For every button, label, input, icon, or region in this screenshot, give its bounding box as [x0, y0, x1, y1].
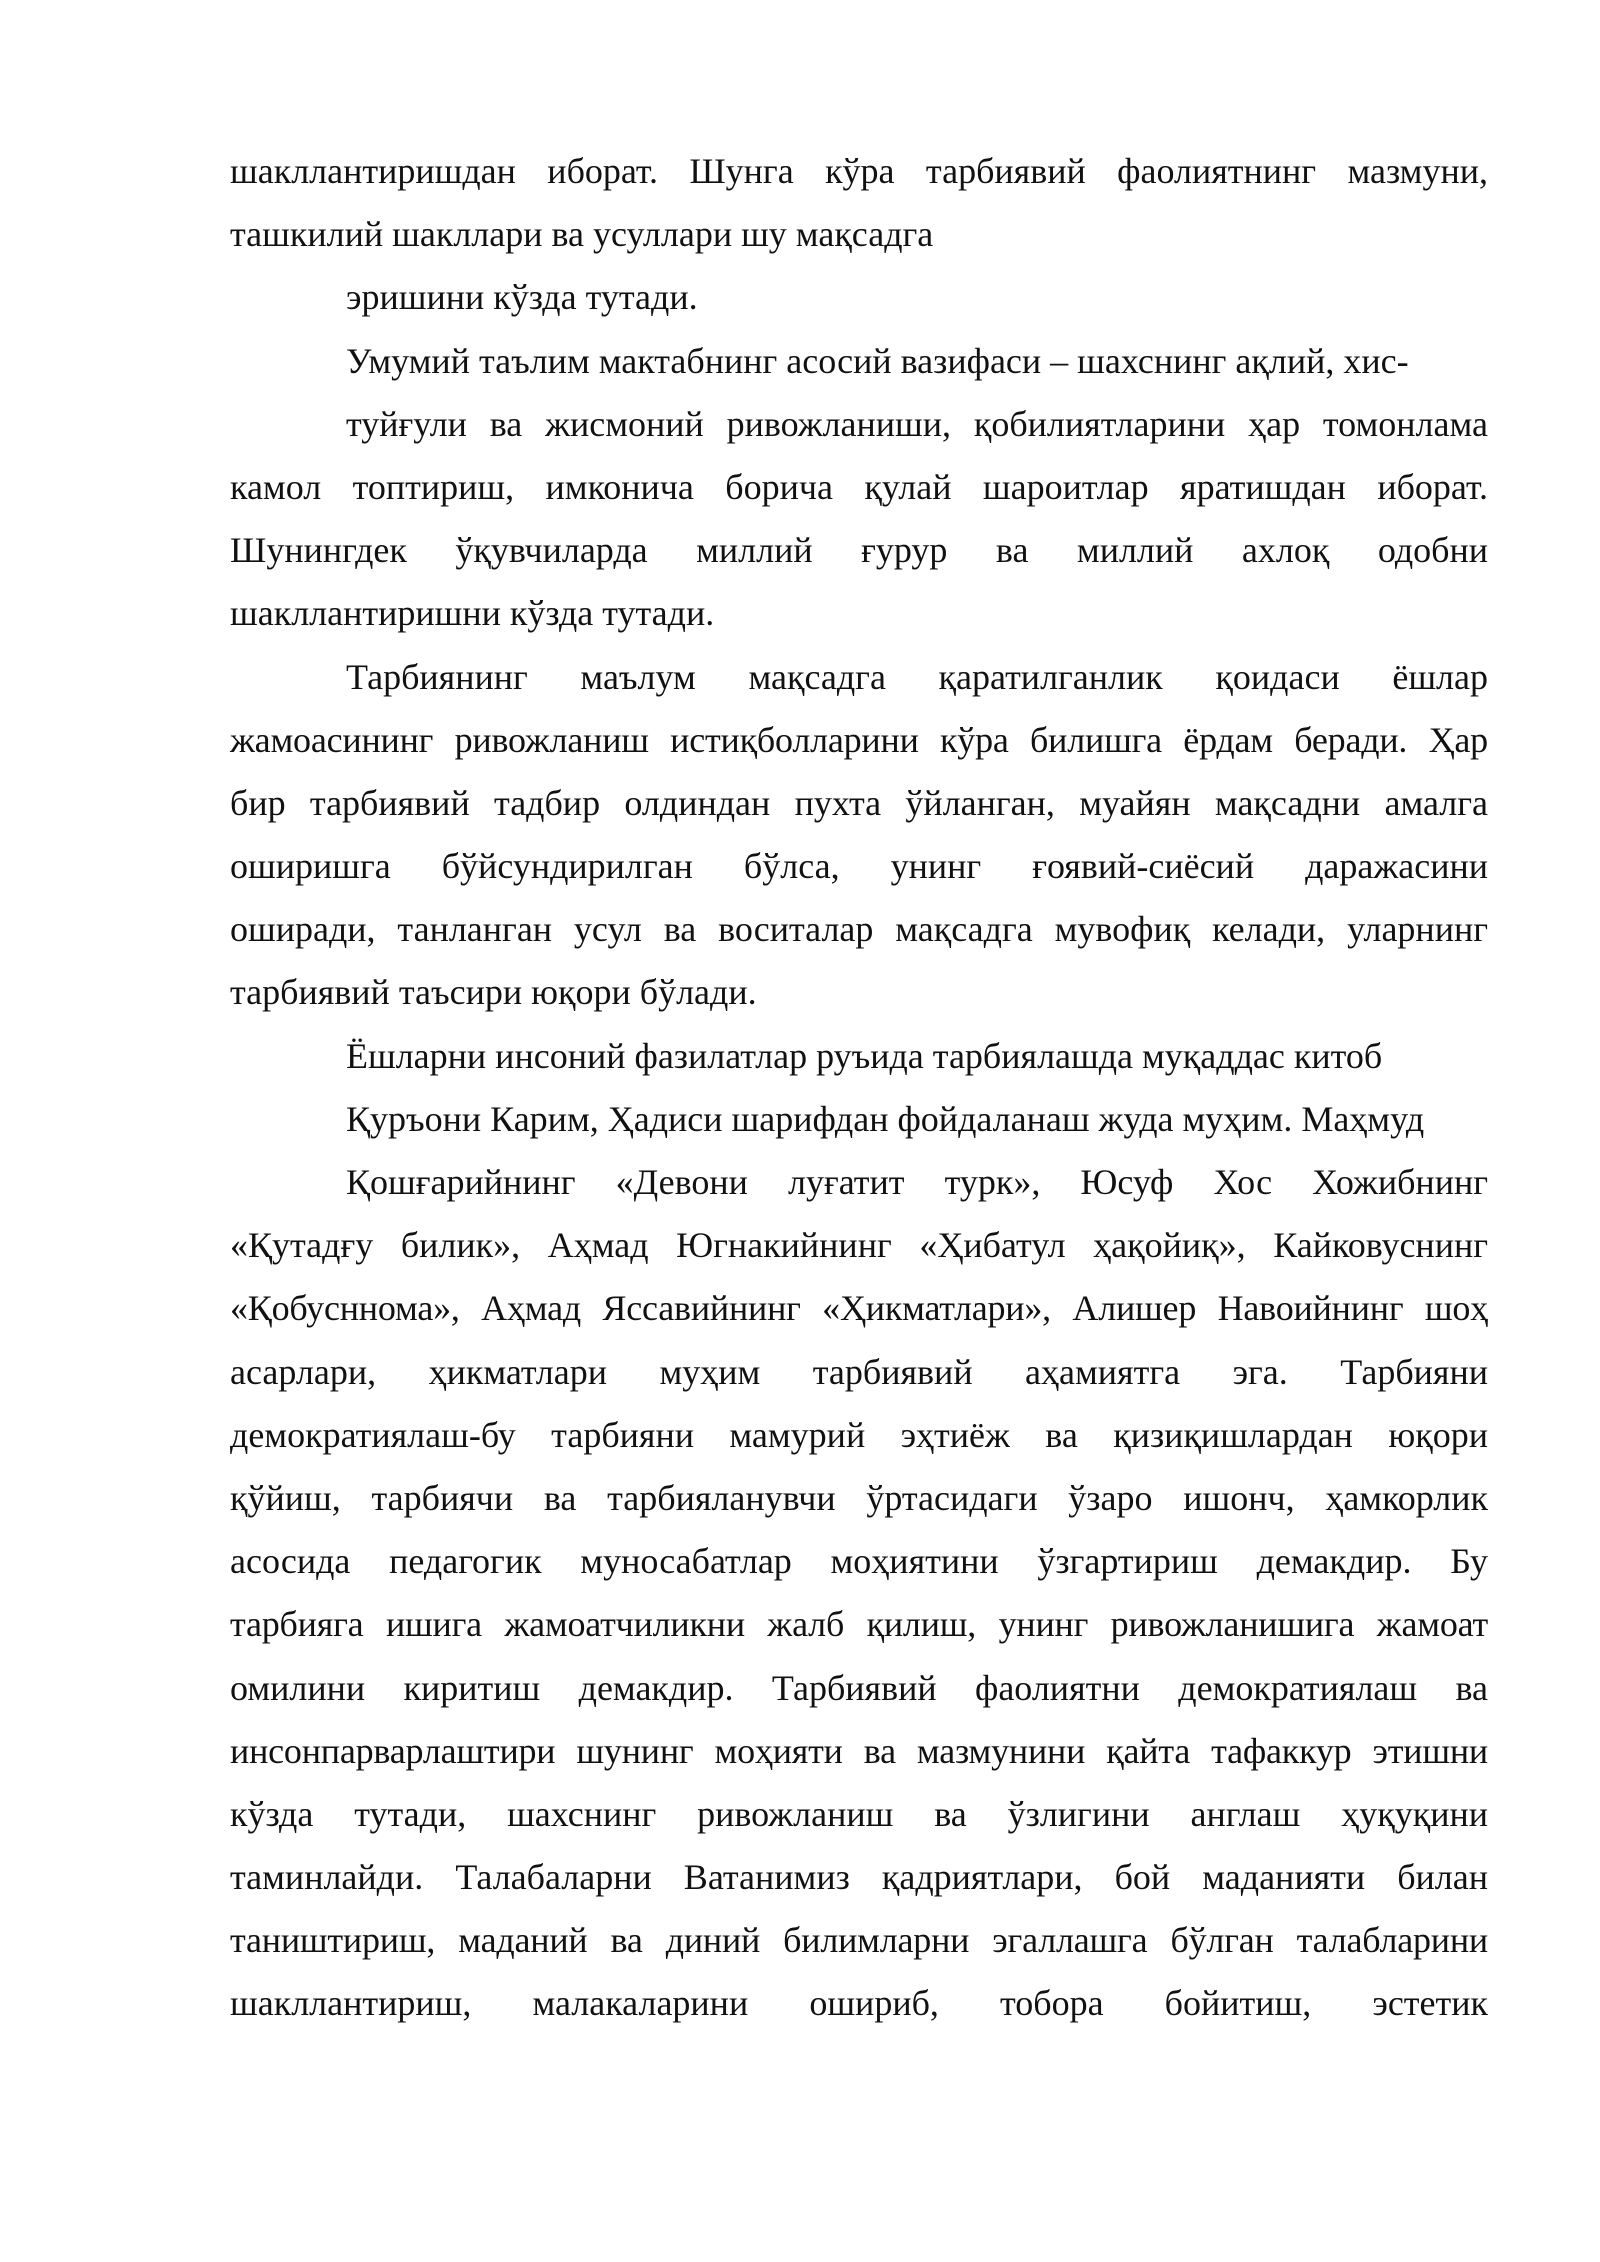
text-line: Шунингдек ўқувчиларда миллий ғурур ва миллий ахлоқ одобни — [230, 530, 1488, 571]
text-line: таминлайди. Талабаларни Ватанимиз қадриятлари, бой маданияти билан — [230, 1857, 1488, 1898]
text-line: туйғули ва жисмоний ривожланиши, қобилиятларини ҳар томонлама — [346, 403, 1488, 444]
text-line: Умумий таълим мактабнинг асосий вазифаси – шахснинг ақлий, хис- — [346, 340, 1409, 381]
text-line: шакллантириш, малакаларини ошириб, тобора бойитиш, эстетик — [230, 1983, 1488, 2024]
text-line: шакллантиришни кўзда тутади. — [230, 593, 715, 634]
text-line: ташкилий шакллари ва усуллари шу мақсадга — [230, 214, 934, 255]
text-line: асосида педагогик муносабатлар моҳиятини ўзгартириш демакдир. Бу — [230, 1541, 1488, 1582]
text-line: Ёшларни инсоний фазилатлар руъида тарбиялашда муқаддас китоб — [346, 1035, 1383, 1076]
text-line: оширишга бўйсундирилган бўлса, унинг ғоявий-сиёсий даражасини — [230, 846, 1488, 887]
text-line: таништириш, маданий ва диний билимларни эгаллашга бўлган талабларини — [230, 1920, 1488, 1961]
text-line: қўйиш, тарбиячи ва тарбияланувчи ўртасидаги ўзаро ишонч, ҳамкорлик — [230, 1477, 1488, 1518]
text-line: шакллантиришдан иборат. Шунга кўра тарбиявий фаолиятнинг мазмуни, — [230, 151, 1488, 191]
text-line: кўзда тутади, шахснинг ривожланиш ва ўзлигини англаш ҳуқуқини — [230, 1793, 1488, 1834]
text-line: Тарбиянинг маълум мақсадга қаратилганлик қоидаси ёшлар — [346, 656, 1488, 697]
text-line: инсонпарварлаштири шунинг моҳияти ва мазмунини қайта тафаккур этишни — [230, 1730, 1488, 1771]
text-line: асарлари, ҳикматлари муҳим тарбиявий аҳамиятга эга. Тарбияни — [230, 1351, 1488, 1392]
text-line: тарбиявий таъсири юқори бўлади. — [230, 972, 757, 1013]
text-line: жамоасининг ривожланиш истиқболларини кўра билишга ёрдам беради. Ҳар — [230, 719, 1488, 760]
text-line: омилини киритиш демакдир. Тарбиявий фаолиятни демократиялаш ва — [230, 1667, 1488, 1708]
text-line: камол топтириш, имконича борича қулай шароитлар яратишдан иборат. — [230, 466, 1488, 507]
text-line: тарбияга ишига жамоатчиликни жалб қилиш, унинг ривожланишига жамоат — [230, 1604, 1488, 1645]
text-line: бир тарбиявий тадбир олдиндан пухта ўйланган, муайян мақсадни амалга — [230, 782, 1488, 823]
text-line: «Қобусннома», Аҳмад Яссавийнинг «Ҳикматлари», Алишер Навоийнинг шоҳ — [230, 1288, 1488, 1329]
text-line: оширади, танланган усул ва воситалар мақсадга мувофиқ келади, уларнинг — [230, 909, 1488, 950]
text-line: «Қутадғу билик», Аҳмад Югнакийнинг «Ҳибатул ҳақойиқ», Кайковуснинг — [230, 1225, 1488, 1266]
body-text — [230, 140, 1488, 2036]
text-line: Қуръони Карим, Ҳадиси шарифдан фойдаланаш жуда муҳим. Маҳмуд — [346, 1098, 1425, 1139]
text-line: демократиялаш-бу тарбияни мамурий эҳтиёж ва қизиқишлардан юқори — [230, 1414, 1488, 1455]
text-line: эришини кўзда тутади. — [346, 277, 698, 318]
text-line: Қошғарийнинг «Девони луғатит турк», Юсуф Хос Хожибнинг — [346, 1162, 1488, 1202]
